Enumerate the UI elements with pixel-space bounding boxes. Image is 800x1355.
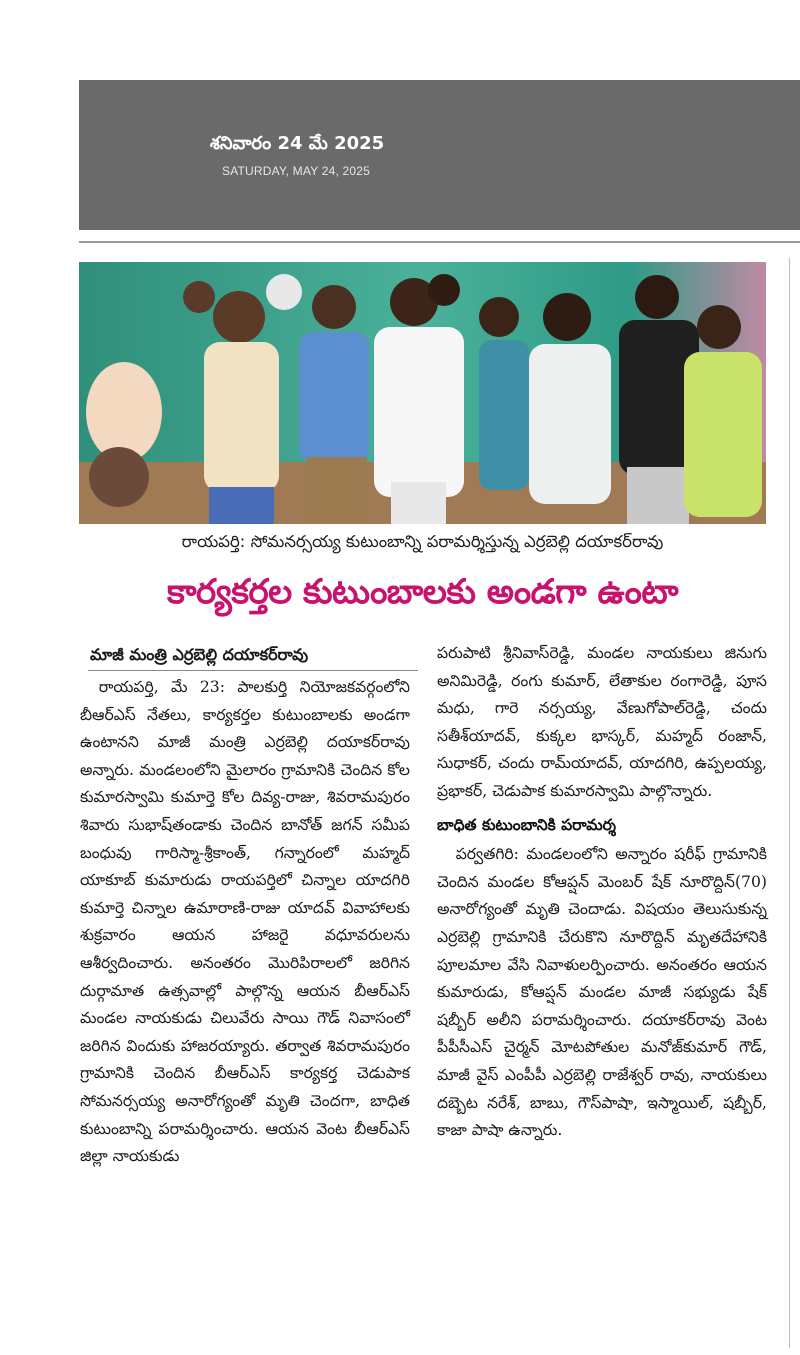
article-paragraph: పర్వతగిరి: మండలంలోని అన్నారం షరీఫ్ గ్రామానికి చెందిన మండల కోఆప్షన్ మెంబర్ షేక్ నూరొద్దిన్(70) అనారోగ్యంతో మృతి చెందాడు. విషయం తెలుసుకున్న ఎర్రబెల్లి గ్రామానికి చేరుకొని నూరొద్దిన్ మృతదేహానికి పూలమాల వేసి నివాళులర్పించారు. అనంతరం ఆయన కుమారుడు, కోఆప్షన్ మండల మాజీ సభ్యుడు షేక్ షబ్బీర్ అలీని పరామర్శించారు. దయాకర్‌రావు వెంట పీపీసీఎస్ చైర్మన్ మోటపోతుల మనోజ్‌కుమార్ గౌడ్, మాజీ వైస్ ఎంపీపీ ఎర్రబెల్లి రాజేశ్వర్ రావు, నాయకులు దబ్బెట నరేశ్, బాబు, గౌస్‌పాషా, ఇస్మాయిల్, షబ్బీర్, కాజా పాషా ఉన్నారు. xyxy=(437,845,767,1140)
column-divider xyxy=(789,258,790,1348)
article-paragraph: పరుపాటి శ్రీనివాస్‌రెడ్డి, మండల నాయకులు జినుగు అనిమిరెడ్డి, రంగు కుమార్, లేతాకుల రంగారెడ్డి, పూస మధు, గారె నర్సయ్య, వేణుగోపాల్‌రెడ్డి, చందు సతీశ్‌యాదవ్, కుక్కల భాస్కర్, మహ్మద్ రంజాన్, సుధాకర్, చందు రామ్‌యాదవ్, యాదగిరి, ఉప్పలయ్య, ప్రభాకర్, చెడుపాక కుమారస్వామి పాల్గొన్నారు. xyxy=(437,644,767,800)
headline: కార్యకర్తల కుటుంబాలకు అండగా ఉంటా xyxy=(166,572,678,612)
date-english: SATURDAY, MAY 24, 2025 xyxy=(222,164,371,178)
article-column-right xyxy=(437,640,767,1145)
article-column-left xyxy=(80,674,410,1171)
subhead-underline xyxy=(88,670,418,671)
photo-caption: రాయపర్తి: సోమనర్సయ్య కుటుంబాన్ని పరామర్శిస్తున్న ఎర్రబెల్లి దయాకర్‌రావు xyxy=(181,532,664,551)
date-header-band xyxy=(79,80,800,230)
section-heading: బాధిత కుటుంబానికి పరామర్శ xyxy=(437,815,616,834)
subheadline: మాజీ మంత్రి ఎర్రబెల్లి దయాకర్‌రావు xyxy=(90,645,309,664)
news-photo xyxy=(79,262,766,524)
article-paragraph: రాయపర్తి, మే 23: పాలకుర్తి నియోజకవర్గంలోని బీఆర్‌ఎస్ నేతలు, కార్యకర్తల కుటుంబాలకు అండగా ఉంటానని మాజీ మంత్రి ఎర్రబెల్లి దయాకర్‌రావు అన్నారు. మండలంలోని మైలారం గ్రామానికి చెందిన కోల కుమారస్వామి కుమార్తె కోల దివ్య-రాజు, శివరామపురం శివారు సుభాష్‌తండాకు చెందిన బానోత్ జగన్ సమీప బంధువు గారిస్మా-శ్రీకాంత్, గన్నారంలో మహ్మద్ యాకూబ్ కుమారుడు రాయపర్తిలో చిన్నాల యాదగిరి కుమార్తె చిన్నాల ఉమారాణి-రాజు యాదవ్ వివాహాలకు శుక్రవారం ఆయన హాజరై వధూవరులను ఆశీర్వదించారు. అనంతరం మొరిపిరాలలో జరిగిన దుర్గామాత ఉత్సవాల్లో పాల్గొన్న ఆయన బీఆర్ఎస్ మండల నాయకుడు చిలువేరు సాయి గౌడ్ నివాసంలో జరిగిన విందుకు హాజరయ్యారు. తర్వాత శివరామపురం గ్రామానికి చెందిన బీఆర్ఎస్ కార్యకర్త చెడుపాక సోమనర్సయ్య అనారోగ్యంతో మృతి చెందగా, బాధిత కుటుంబాన్ని పరామర్శించారు. ఆయన వెంట బీఆర్ఎస్ జిల్లా నాయకుడు xyxy=(80,678,410,1166)
header-divider xyxy=(79,241,800,243)
date-telugu: శనివారం 24 మే 2025 xyxy=(210,133,385,154)
